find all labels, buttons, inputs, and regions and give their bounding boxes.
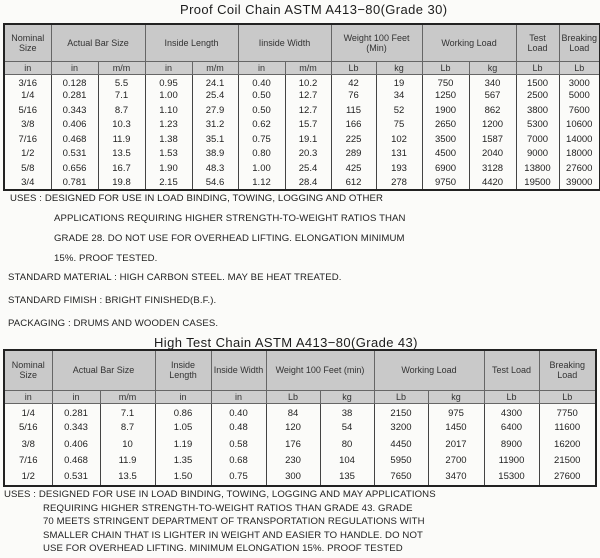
nominal-size-cell: 1/4: [4, 89, 51, 104]
header-weight: Weight 100 Feet (min): [266, 350, 374, 390]
table-cell: 11600: [539, 420, 596, 437]
table-row: [4, 89, 600, 104]
table-cell: 0.48: [211, 420, 266, 437]
table-cell: 7000: [516, 132, 559, 147]
nominal-size-cell: 3/4: [4, 176, 51, 191]
table-cell: 0.406: [51, 118, 98, 133]
uses-line: DESIGNED FOR USE IN LOAD BINDING, TOWING, LOGGING AND OTHER: [44, 193, 383, 204]
table-row: [4, 118, 600, 133]
table-cell: 7750: [539, 403, 596, 420]
table-cell: 0.468: [51, 132, 98, 147]
table-cell: 120: [266, 420, 320, 437]
uses-line: USE FOR OVERHEAD LIFTING. MINIMUM ELONGATION 15%. PROOF TESTED: [43, 543, 403, 554]
table-cell: 0.95: [145, 74, 192, 89]
table-cell: 567: [469, 89, 516, 104]
table-cell: 15.7: [285, 118, 331, 133]
table-cell: 0.531: [52, 469, 100, 486]
table-cell: 10: [100, 436, 155, 453]
table-cell: 19.8: [98, 176, 145, 191]
table-cell: 0.62: [238, 118, 285, 133]
table-row: [4, 403, 596, 420]
high-test-chain-title: High Test Chain ASTM A413−80(Grade 43): [154, 335, 418, 350]
nominal-size-cell: 7/16: [4, 453, 52, 470]
unit-cell: in: [4, 390, 52, 403]
table-cell: 166: [331, 118, 376, 133]
nominal-size-cell: 1/4: [4, 403, 52, 420]
table-cell: 340: [469, 74, 516, 89]
table-cell: 102: [376, 132, 422, 147]
table-cell: 84: [266, 403, 320, 420]
table-cell: 2040: [469, 147, 516, 162]
proof-coil-chain-table: [3, 23, 600, 191]
unit-cell: in: [155, 390, 211, 403]
uses-line: SMALLER CHAIN THAT IS LIGHTER IN WEIGHT AND EASIER TO HANDLE. DO NOT: [43, 529, 423, 541]
nominal-size-cell: 3/8: [4, 118, 51, 133]
table-cell: 8.7: [98, 103, 145, 118]
uses-label: USES :: [10, 193, 43, 204]
table-cell: 12.7: [285, 89, 331, 104]
table-cell: 104: [320, 453, 374, 470]
table-cell: 0.50: [238, 89, 285, 104]
table-cell: 75: [376, 118, 422, 133]
header-inside-width: Iinside Width: [238, 24, 331, 61]
unit-cell: Lb: [559, 61, 600, 74]
table-row: [4, 420, 596, 437]
table-cell: 27600: [539, 469, 596, 486]
table-cell: 2017: [428, 436, 484, 453]
table-cell: 1.19: [155, 436, 211, 453]
table-cell: 27.9: [192, 103, 238, 118]
unit-cell: Lb: [422, 61, 469, 74]
table-cell: 3800: [516, 103, 559, 118]
unit-cell: Lb: [374, 390, 428, 403]
table-cell: 2500: [516, 89, 559, 104]
table-cell: 52: [376, 103, 422, 118]
table-cell: 0.80: [238, 147, 285, 162]
table-cell: 176: [266, 436, 320, 453]
unit-cell: in: [238, 61, 285, 74]
table-cell: 24.1: [192, 74, 238, 89]
table-cell: 115: [331, 103, 376, 118]
unit-cell: Lb: [266, 390, 320, 403]
table-row: [4, 103, 600, 118]
table-cell: 76: [331, 89, 376, 104]
table-cell: 1.12: [238, 176, 285, 191]
table-cell: 0.343: [51, 103, 98, 118]
table-cell: 19.1: [285, 132, 331, 147]
table-cell: 0.50: [238, 103, 285, 118]
unit-cell: Lb: [516, 61, 559, 74]
table-cell: 28.4: [285, 176, 331, 191]
table-cell: 3470: [428, 469, 484, 486]
uses-line: APPLICATIONS REQUIRING HIGHER STRENGTH-TO-WEIGHT RATIOS THAN: [54, 213, 406, 224]
table-cell: 7.1: [98, 89, 145, 104]
table-cell: 19: [376, 74, 422, 89]
header-inside-length: Inside Length: [145, 24, 238, 61]
nominal-size-cell: 1/2: [4, 469, 52, 486]
header-weight: Weight 100 Feet (Min): [331, 24, 422, 61]
unit-cell: m/m: [100, 390, 155, 403]
header-working-load: Working Load: [422, 24, 516, 61]
table-cell: 31.2: [192, 118, 238, 133]
uses-label: USES :: [4, 489, 37, 500]
table-cell: 25.4: [192, 89, 238, 104]
table-cell: 6900: [422, 161, 469, 176]
table-cell: 2150: [374, 403, 428, 420]
standard-finish-note: STANDARD FIMISH : BRIGHT FINISHED(B.F.).: [8, 295, 217, 306]
table-row: [4, 176, 600, 191]
table-cell: 0.40: [211, 403, 266, 420]
uses-line: 15%. PROOF TESTED.: [54, 253, 158, 264]
table-cell: 11.9: [98, 132, 145, 147]
table-cell: 1200: [469, 118, 516, 133]
table-cell: 13.5: [98, 147, 145, 162]
table-cell: 2650: [422, 118, 469, 133]
table-cell: 13800: [516, 161, 559, 176]
table-cell: 54.6: [192, 176, 238, 191]
table-cell: 1.23: [145, 118, 192, 133]
table-cell: 10.3: [98, 118, 145, 133]
table-cell: 289: [331, 147, 376, 162]
unit-cell: Lb: [484, 390, 539, 403]
table-cell: 1.50: [155, 469, 211, 486]
table-cell: 39000: [559, 176, 600, 191]
unit-cell: Lb: [331, 61, 376, 74]
table-row: [4, 74, 600, 89]
table-cell: 10600: [559, 118, 600, 133]
unit-row: [4, 390, 596, 403]
table-cell: 0.86: [155, 403, 211, 420]
high-test-uses-note: [4, 488, 436, 556]
table-row: [4, 161, 600, 176]
table-cell: 750: [422, 74, 469, 89]
table-cell: 4300: [484, 403, 539, 420]
standard-material-note: STANDARD MATERIAL : HIGH CARBON STEEL. MAY BE HEAT TREATED.: [8, 272, 342, 283]
table-cell: 15300: [484, 469, 539, 486]
nominal-size-cell: 3/16: [4, 74, 51, 89]
table-row: [4, 147, 600, 162]
unit-cell: kg: [320, 390, 374, 403]
header-inside-length: Inside Length: [155, 350, 211, 390]
table-cell: 8.7: [100, 420, 155, 437]
table-cell: 34: [376, 89, 422, 104]
table-cell: 4420: [469, 176, 516, 191]
uses-line: REQUIRING HIGHER STRENGTH-TO-WEIGHT RATIOS THAN GRADE 43. GRADE: [43, 502, 413, 514]
unit-cell: in: [145, 61, 192, 74]
table-cell: 0.40: [238, 74, 285, 89]
unit-cell: Lb: [539, 390, 596, 403]
table-cell: 1.35: [155, 453, 211, 470]
table-cell: 16.7: [98, 161, 145, 176]
nominal-size-cell: 5/16: [4, 420, 52, 437]
table-cell: 80: [320, 436, 374, 453]
table-cell: 21500: [539, 453, 596, 470]
header-actual-bar-size: Actual Bar Size: [52, 350, 155, 390]
table-cell: 13.5: [100, 469, 155, 486]
unit-cell: kg: [376, 61, 422, 74]
table-cell: 5950: [374, 453, 428, 470]
table-cell: 4500: [422, 147, 469, 162]
table-cell: 1.10: [145, 103, 192, 118]
table-cell: 0.781: [51, 176, 98, 191]
table-cell: 48.3: [192, 161, 238, 176]
table-cell: 6400: [484, 420, 539, 437]
table-cell: 19500: [516, 176, 559, 191]
nominal-size-cell: 1/2: [4, 147, 51, 162]
table-cell: 1.00: [238, 161, 285, 176]
nominal-size-cell: 5/8: [4, 161, 51, 176]
unit-cell: in: [4, 61, 51, 74]
packaging-note: PACKAGING : DRUMS AND WOODEN CASES.: [8, 318, 219, 329]
table-cell: 18000: [559, 147, 600, 162]
table-cell: 11.9: [100, 453, 155, 470]
table-cell: 4450: [374, 436, 428, 453]
table-cell: 0.128: [51, 74, 98, 89]
table-cell: 14000: [559, 132, 600, 147]
table-cell: 230: [266, 453, 320, 470]
header-breaking-load: Breaking Load: [539, 350, 596, 390]
nominal-size-cell: 5/16: [4, 103, 51, 118]
header-actual-bar-size: Actual Bar Size: [51, 24, 145, 61]
unit-row: [4, 61, 600, 74]
table-cell: 425: [331, 161, 376, 176]
table-cell: 0.468: [52, 453, 100, 470]
table-cell: 1.53: [145, 147, 192, 162]
table-cell: 7.1: [100, 403, 155, 420]
table-cell: 0.343: [52, 420, 100, 437]
table-row: [4, 132, 600, 147]
uses-line: GRADE 28. DO NOT USE FOR OVERHEAD LIFTING. ELONGATION MINIMUM: [54, 233, 405, 244]
table-cell: 38: [320, 403, 374, 420]
table-cell: 612: [331, 176, 376, 191]
unit-cell: in: [51, 61, 98, 74]
table-cell: 10.2: [285, 74, 331, 89]
header-test-load: Test Load: [484, 350, 539, 390]
table-cell: 1900: [422, 103, 469, 118]
table-cell: 12.7: [285, 103, 331, 118]
header-working-load: Working Load: [374, 350, 484, 390]
table-cell: 54: [320, 420, 374, 437]
table-cell: 9750: [422, 176, 469, 191]
unit-cell: m/m: [285, 61, 331, 74]
uses-line: DESIGNED FOR USE IN LOAD BINDING, TOWING, LOGGING AND MAY APPLICATIONS: [38, 489, 436, 500]
table-cell: 135: [320, 469, 374, 486]
table-cell: 3200: [374, 420, 428, 437]
table-cell: 0.281: [51, 89, 98, 104]
table-cell: 9000: [516, 147, 559, 162]
table-cell: 5300: [516, 118, 559, 133]
table-cell: 1500: [516, 74, 559, 89]
table-cell: 8900: [484, 436, 539, 453]
table-cell: 0.656: [51, 161, 98, 176]
table-cell: 0.75: [211, 469, 266, 486]
table-cell: 975: [428, 403, 484, 420]
unit-cell: kg: [469, 61, 516, 74]
proof-coil-uses-note: [10, 189, 406, 269]
table-cell: 5.5: [98, 74, 145, 89]
header-test-load: Test Load: [516, 24, 559, 61]
unit-cell: in: [211, 390, 266, 403]
uses-line: 70 MEETS STRINGENT DEPARTMENT OF TRANSPORTATION REGULATIONS WITH: [43, 516, 425, 527]
table-cell: 1587: [469, 132, 516, 147]
table-cell: 0.58: [211, 436, 266, 453]
table-cell: 11900: [484, 453, 539, 470]
header-nominal-size: Nominal Size: [4, 350, 52, 390]
unit-cell: m/m: [192, 61, 238, 74]
header-inside-width: Inside Width: [211, 350, 266, 390]
table-cell: 0.406: [52, 436, 100, 453]
high-test-chain-table: [3, 349, 597, 487]
unit-cell: m/m: [98, 61, 145, 74]
table-cell: 278: [376, 176, 422, 191]
table-cell: 300: [266, 469, 320, 486]
table-cell: 7600: [559, 103, 600, 118]
table-cell: 27600: [559, 161, 600, 176]
table-cell: 35.1: [192, 132, 238, 147]
table-cell: 20.3: [285, 147, 331, 162]
header-nominal-size: Nominal Size: [4, 24, 51, 61]
table-cell: 0.531: [51, 147, 98, 162]
nominal-size-cell: 3/8: [4, 436, 52, 453]
table-cell: 0.68: [211, 453, 266, 470]
unit-cell: in: [52, 390, 100, 403]
table-cell: 1250: [422, 89, 469, 104]
table-cell: 225: [331, 132, 376, 147]
table-cell: 2.15: [145, 176, 192, 191]
proof-coil-chain-title: Proof Coil Chain ASTM A413−80(Grade 30): [180, 2, 448, 17]
table-cell: 0.75: [238, 132, 285, 147]
table-cell: 7650: [374, 469, 428, 486]
table-cell: 5000: [559, 89, 600, 104]
table-cell: 3128: [469, 161, 516, 176]
table-cell: 131: [376, 147, 422, 162]
table-cell: 0.281: [52, 403, 100, 420]
table-cell: 3500: [422, 132, 469, 147]
header-breaking-load: Breaking Load: [559, 24, 600, 61]
table-cell: 1450: [428, 420, 484, 437]
table-cell: 1.90: [145, 161, 192, 176]
table-cell: 25.4: [285, 161, 331, 176]
table-cell: 2700: [428, 453, 484, 470]
table-row: [4, 469, 596, 486]
table-cell: 1.00: [145, 89, 192, 104]
table-cell: 193: [376, 161, 422, 176]
unit-cell: kg: [428, 390, 484, 403]
table-cell: 1.38: [145, 132, 192, 147]
table-cell: 3000: [559, 74, 600, 89]
table-cell: 16200: [539, 436, 596, 453]
table-row: [4, 453, 596, 470]
table-cell: 862: [469, 103, 516, 118]
table-cell: 38.9: [192, 147, 238, 162]
table-row: [4, 436, 596, 453]
table-cell: 42: [331, 74, 376, 89]
nominal-size-cell: 7/16: [4, 132, 51, 147]
table-cell: 1.05: [155, 420, 211, 437]
